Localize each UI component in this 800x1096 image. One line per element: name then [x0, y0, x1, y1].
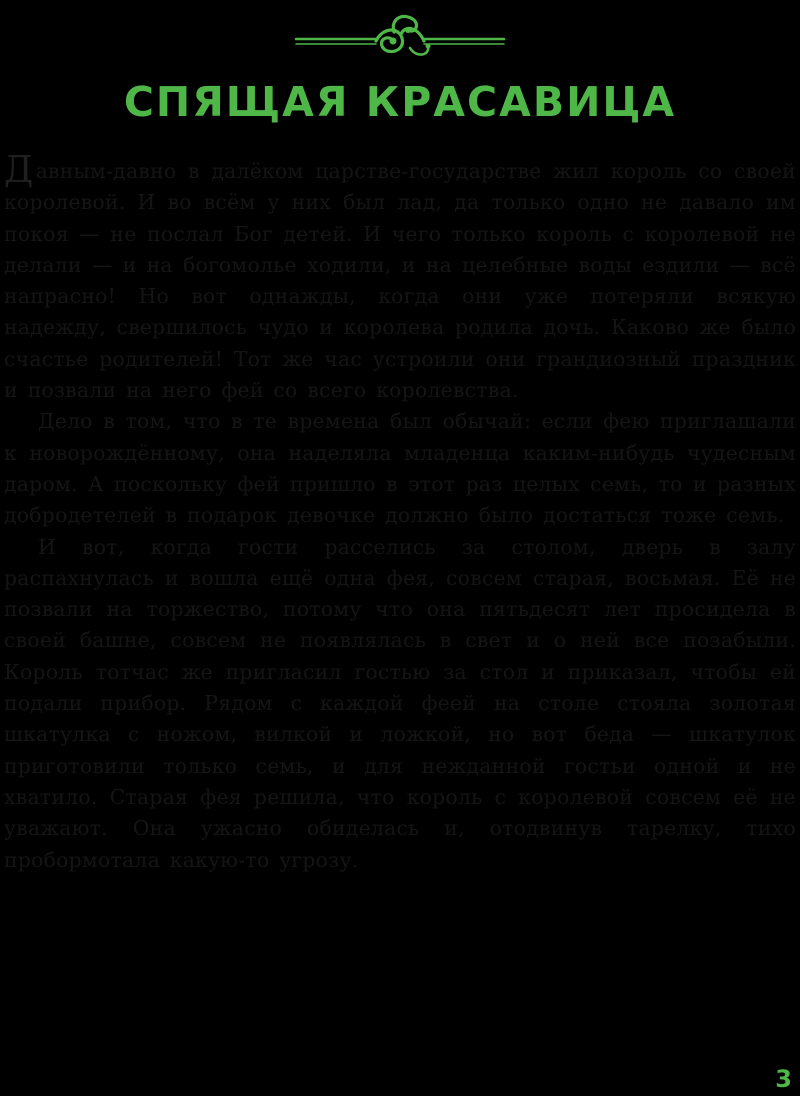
scroll-ornament-icon [290, 8, 510, 62]
page-number: 3 [775, 1065, 792, 1093]
drop-cap-letter: Д [4, 150, 34, 191]
story-title: СПЯЩАЯ КРАСАВИЦА [123, 78, 677, 126]
story-paragraph-text: авным-давно в далёком царстве-государстве жил король со своей королевой. И во всём у них был лад, да только одно не давало им покоя — не послал Бог детей. И чего только король с королевой не делали — и на богомолье ходили, и на целебные воды ездили — всё напрасно! Но вот однажды, когда они уже потеряли всякую надежду, свершилось чудо и королева родила дочь. Каково же было счастье родителей! Тот же час устроили они грандиозный праздник и позвали на него фей со всего королевства. [4, 159, 796, 403]
story-paragraph: И вот, когда гости расселись за столом, дверь в залу распахнулась и вошла ещё одна фея, совсем старая, восьмая. Её не позвали на торжество, потому что она пятьдесят лет просидела в своей башне, совсем не появлялась в свет и о ней все позабыли. Король тотчас же пригласил гостью за стол и приказал, чтобы ей подали прибор. Рядом с каждой феей на столе стояла золотая шкатулка с ножом, вилкой и ложкой, но вот беда — шкатулок приготовили только семь, и для нежданной гостьи одной и не хватило. Старая фея решила, что король с королевой совсем её не уважают. Она ужасно обиделась и, отодвинув тарелку, тихо пробормотала какую-то угрозу. [4, 534, 796, 872]
story-paragraph: Дело в том, что в те времена был обычай: если фею приглашали к новорождённому, она наделяла младенца каким-нибудь чудесным даром. А поскольку фей пришло в этот раз целых семь, то и разных добродетелей в подарок девочке должно было достаться тоже семь. [4, 409, 796, 528]
story-body [4, 150, 796, 876]
story-paragraph [4, 150, 796, 406]
